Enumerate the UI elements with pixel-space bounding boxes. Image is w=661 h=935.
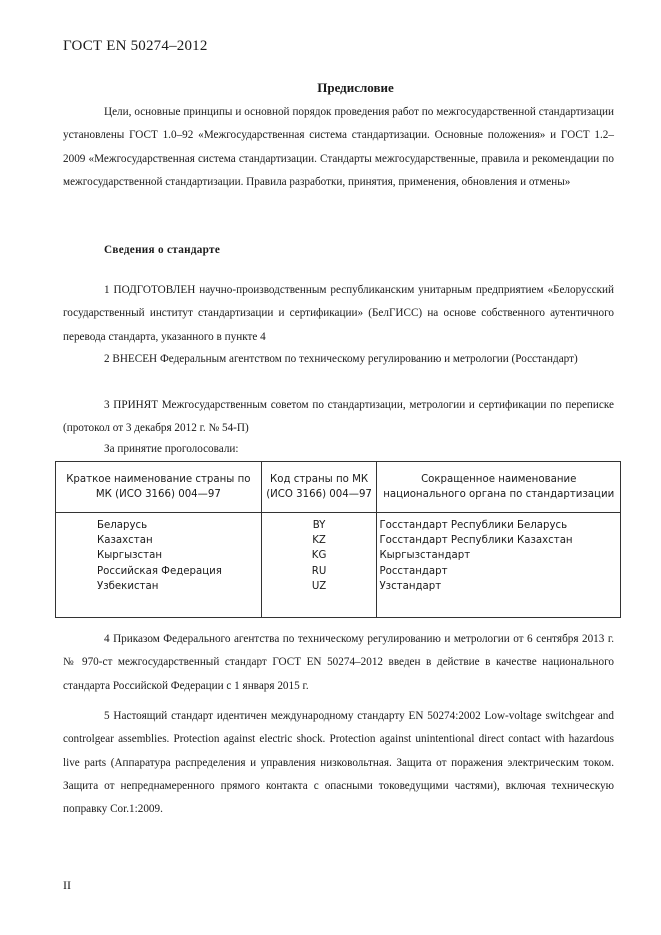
page-number: II: [63, 878, 71, 892]
vote-note: За принятие проголосовали:: [104, 443, 239, 455]
table-header-row: [56, 462, 621, 513]
voting-table: [55, 461, 621, 618]
table-row: [56, 579, 621, 618]
header-country-name: Краткое наименование страны по МК (ИСО 3166) 004—97: [56, 462, 262, 513]
table-row: [56, 564, 621, 579]
cell-body: Кыргызстандарт: [377, 548, 621, 563]
cell-code: KG: [261, 548, 377, 563]
cell-body: Узстандарт: [377, 579, 621, 618]
cell-country: Узбекистан: [56, 579, 262, 618]
cell-country: Беларусь: [56, 513, 262, 534]
cell-country: Российская Федерация: [56, 564, 262, 579]
cell-body: Госстандарт Республики Казахстан: [377, 533, 621, 548]
cell-country: Кыргызстан: [56, 548, 262, 563]
item-2-paragraph: 2 ВНЕСЕН Федеральным агентством по техническому регулированию и метрологии (Росстандарт): [104, 353, 578, 365]
document-code-header: ГОСТ EN 50274–2012: [63, 38, 208, 54]
cell-code: KZ: [261, 533, 377, 548]
table-row: [56, 533, 621, 548]
table-row: [56, 513, 621, 534]
cell-body: Росстандарт: [377, 564, 621, 579]
page-title: Предисловие: [317, 80, 394, 95]
cell-body: Госстандарт Республики Беларусь: [377, 513, 621, 534]
section-heading: Сведения о стандарте: [104, 244, 221, 256]
header-standards-body: Сокращенное наименование национального органа по стандартизации: [377, 462, 621, 513]
cell-code: UZ: [261, 579, 377, 618]
cell-code: RU: [261, 564, 377, 579]
intro-paragraph: Цели, основные принципы и основной порядок проведения работ по межгосударственной стандартизации установлены ГОСТ 1.0–92 «Межгосударственная система стандартизации. Основные положения» и ГОСТ 1.2–2009 «Межгосударственная система стандартизации. Стандарты межгосударственные, правила и рекомендации по межгосударственной стандартизации. Правила разработки, принятия, применения, обновления и отмены»: [63, 106, 614, 188]
header-country-code: Код страны по МК (ИСО 3166) 004—97: [261, 462, 377, 513]
item-3-paragraph: 3 ПРИНЯТ Межгосударственным советом по стандартизации, метрологии и сертификации по переписке (протокол от 3 декабря 2012 г. № 54-П): [63, 399, 614, 435]
cell-country: Казахстан: [56, 533, 262, 548]
table-row: [56, 548, 621, 563]
item-5-paragraph: 5 Настоящий стандарт идентичен международному стандарту EN 50274:2002 Low-voltage switchgear and controlgear assemblies. Protection against electric shock. Protection against unintentional direct contact with hazardous live parts (Аппаратура распределения и управления низковольтная. Защита от поражения электрическим током. Защита от непреднамеренного прямого контакта с опасными токоведущими частями), включая техническую поправку Cor.1:2009.: [63, 710, 614, 816]
item-1-paragraph: 1 ПОДГОТОВЛЕН научно-производственным республиканским унитарным предприятием «Белорусский государственный институт стандартизации и сертификации» (БелГИСС) на основе собственного аутентичного перевода стандарта, указанного в пункте 4: [63, 284, 614, 343]
item-4-paragraph: 4 Приказом Федерального агентства по техническому регулированию и метрологии от 6 сентября 2013 г. № 970-ст межгосударственный стандарт ГОСТ EN 50274–2012 введен в действие в качестве национального стандарта Российской Федерации с 1 января 2015 г.: [63, 633, 614, 692]
cell-code: BY: [261, 513, 377, 534]
